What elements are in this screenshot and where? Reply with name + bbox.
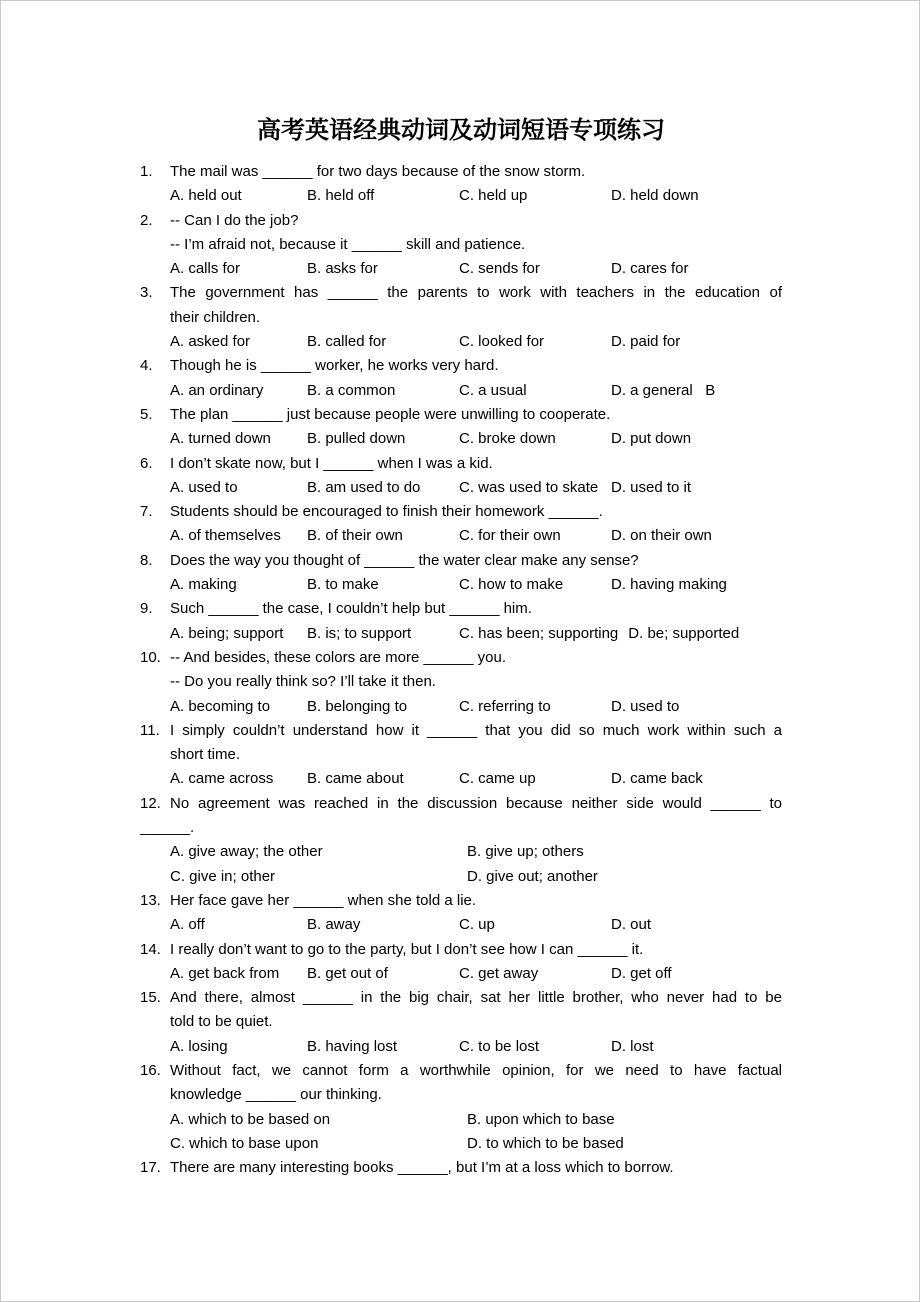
option: D. paid for	[611, 333, 681, 351]
question-stem-line: told to be quiet.	[170, 1013, 273, 1031]
option: C. how to make	[459, 576, 564, 594]
question-item	[140, 646, 782, 719]
option: B. to make	[307, 576, 379, 594]
question-item	[140, 597, 782, 646]
option: A. losing	[170, 1037, 228, 1055]
option: C. sends for	[459, 260, 540, 278]
question-item	[140, 209, 782, 282]
question-stem-line: short time.	[170, 746, 241, 764]
option: B. is; to support	[307, 624, 412, 642]
option: A. off	[170, 916, 205, 934]
option: C. get away	[459, 964, 539, 982]
option: A. asked for	[170, 333, 251, 351]
option-row	[170, 1108, 782, 1132]
option: D. having making	[611, 576, 727, 594]
question-stem-line: ______.	[140, 819, 195, 837]
option: B. held off	[307, 187, 375, 205]
question-stem-line: -- Can I do the job?	[170, 211, 299, 229]
question-stem-line: There are many interesting books ______, but I’m at a loss which to borrow.	[170, 1159, 674, 1177]
option-row	[170, 257, 782, 281]
question-item	[140, 500, 782, 549]
question-item	[140, 986, 782, 1059]
option: B. came about	[307, 770, 404, 788]
option: C. which to base upon	[170, 1134, 319, 1152]
question-stem-line: I really don’t want to go to the party, but I don’t see how I can ______ it.	[170, 940, 644, 958]
question-item	[140, 1156, 782, 1180]
option: A. held out	[170, 187, 242, 205]
question-stem-line: Such ______ the case, I couldn’t help but ______ him.	[170, 600, 532, 618]
page-title: 高考英语经典动词及动词短语专项练习	[257, 115, 665, 144]
option: D. on their own	[611, 527, 712, 545]
question-stem-line: The mail was ______ for two days because of the snow storm.	[170, 163, 586, 180]
option: B. get out of	[307, 964, 388, 982]
option: D. used to	[611, 697, 680, 715]
question-number: 11.	[140, 721, 160, 739]
option: C. held up	[459, 187, 528, 205]
question-number: 15.	[140, 989, 161, 1007]
option-row	[170, 840, 782, 864]
question-number: 6.	[140, 454, 153, 472]
option: C. has been; supporting	[459, 624, 619, 642]
question-stem-line: Students should be encouraged to finish their homework ______.	[170, 503, 603, 521]
option: D. to which to be based	[467, 1134, 624, 1152]
option: A. came across	[170, 770, 274, 788]
option-row	[170, 573, 782, 597]
question-stem-line: No agreement was reached in the discussion because neither side would ______ to	[170, 794, 782, 812]
option: D. put down	[611, 430, 692, 448]
option: D. a general B	[611, 381, 716, 399]
question-item	[140, 889, 782, 938]
option: C. up	[459, 916, 495, 934]
question-number: 3.	[140, 284, 153, 302]
option: A. turned down	[170, 430, 271, 448]
option: A. of themselves	[170, 527, 281, 545]
question-stem-line: And there, almost ______ in the big chair, sat her little brother, who never had to be	[170, 989, 782, 1007]
option: B. pulled down	[307, 430, 406, 448]
question-number: 17.	[140, 1159, 161, 1177]
option: C. for their own	[459, 527, 561, 545]
option: A. get back from	[170, 964, 280, 982]
question-stem-line: Her face gave her ______ when she told a lie.	[170, 891, 477, 909]
option-row	[170, 1035, 782, 1059]
question-item	[140, 792, 782, 889]
option: C. came up	[459, 770, 536, 788]
option: B. of their own	[307, 527, 403, 545]
question-number: 2.	[140, 211, 153, 229]
option: A. making	[170, 576, 237, 594]
option: A. which to be based on	[170, 1110, 331, 1128]
option: C. was used to skate	[459, 478, 599, 496]
question-stem-line: Does the way you thought of ______ the water clear make any sense?	[170, 551, 639, 569]
question-item	[140, 160, 782, 209]
option: D. get off	[611, 964, 672, 982]
option: B. a common	[307, 381, 396, 399]
option: B. having lost	[307, 1037, 398, 1055]
option: D. be; supported	[628, 624, 740, 642]
option: A. being; support	[170, 624, 284, 642]
option: C. broke down	[459, 430, 556, 448]
option: B. away	[307, 916, 361, 934]
option: D. held down	[611, 187, 699, 205]
option-row	[170, 767, 782, 791]
question-number: 9.	[140, 600, 153, 618]
question-stem-line: Without fact, we cannot form a worthwhile opinion, for we need to have factual	[170, 1061, 782, 1079]
option: D. came back	[611, 770, 703, 788]
option: B. give up; others	[467, 843, 584, 861]
option-row	[170, 1132, 782, 1156]
option: C. a usual	[459, 381, 527, 399]
option: D. cares for	[611, 260, 689, 278]
question-number: 4.	[140, 357, 153, 375]
option-row	[170, 379, 782, 403]
option-row	[170, 476, 782, 500]
question-item	[140, 403, 782, 452]
option: B. belonging to	[307, 697, 408, 715]
question-item	[140, 452, 782, 501]
question-item	[140, 938, 782, 987]
question-number: 1.	[140, 163, 153, 180]
question-item	[140, 1059, 782, 1156]
question-number: 10.	[140, 648, 161, 666]
option: C. referring to	[459, 697, 551, 715]
option-row	[170, 695, 782, 719]
option: C. looked for	[459, 333, 545, 351]
question-stem-line: -- Do you really think so? I’ll take it then.	[170, 673, 436, 691]
question-number: 16.	[140, 1061, 161, 1079]
option: D. used to it	[611, 478, 692, 496]
option: D. give out; another	[467, 867, 598, 885]
question-number: 8.	[140, 551, 153, 569]
question-number: 13.	[140, 891, 161, 909]
option-row	[170, 913, 782, 937]
option: B. am used to do	[307, 478, 421, 496]
option: B. asks for	[307, 260, 378, 278]
option: B. upon which to base	[467, 1110, 615, 1128]
option: B. called for	[307, 333, 387, 351]
question-stem-line: Though he is ______ worker, he works very hard.	[170, 357, 499, 375]
question-number: 12.	[140, 794, 161, 812]
option: A. calls for	[170, 260, 241, 278]
question-item	[140, 281, 782, 354]
option: A. give away; the other	[170, 843, 323, 861]
document-content	[140, 112, 782, 1180]
question-stem-line: -- And besides, these colors are more ______ you.	[170, 648, 507, 666]
option: D. lost	[611, 1037, 654, 1055]
option: A. becoming to	[170, 697, 271, 715]
question-item	[140, 354, 782, 403]
option-row	[170, 330, 782, 354]
question-stem-line: I don’t skate now, but I ______ when I was a kid.	[170, 454, 493, 472]
question-item	[140, 719, 782, 792]
question-number: 14.	[140, 940, 161, 958]
question-list	[140, 160, 782, 1180]
option: C. give in; other	[170, 867, 276, 885]
question-stem-line: The government has ______ the parents to work with teachers in the education of	[170, 284, 782, 302]
option-row	[170, 865, 782, 889]
option: D. out	[611, 916, 652, 934]
option-row	[170, 184, 782, 208]
question-item	[140, 549, 782, 598]
option-row	[170, 524, 782, 548]
question-stem-line: knowledge ______ our thinking.	[170, 1086, 382, 1104]
question-stem-line: -- I’m afraid not, because it ______ skill and patience.	[170, 235, 526, 253]
question-number: 5.	[140, 405, 153, 423]
option-row	[170, 622, 782, 646]
option-row	[170, 427, 782, 451]
option: A. used to	[170, 478, 238, 496]
option-row	[170, 962, 782, 986]
option: C. to be lost	[459, 1037, 540, 1055]
question-stem-line: The plan ______ just because people were unwilling to cooperate.	[170, 405, 611, 423]
question-number: 7.	[140, 503, 153, 521]
question-stem-line: their children.	[170, 308, 261, 326]
option: A. an ordinary	[170, 381, 264, 399]
question-stem-line: I simply couldn’t understand how it ______ that you did so much work within such a	[170, 721, 782, 739]
